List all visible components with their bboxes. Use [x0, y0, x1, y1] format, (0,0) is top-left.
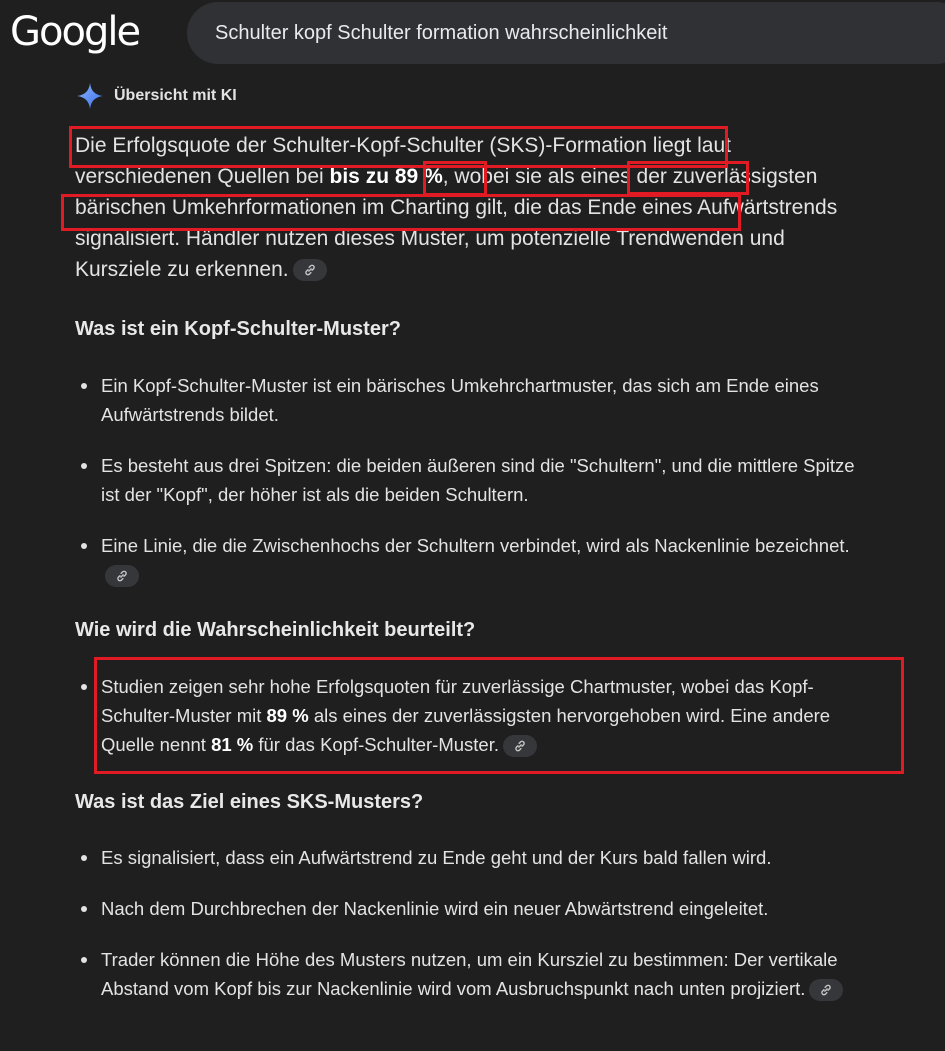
list-item: Nach dem Durchbrechen der Nackenlinie wird ein neuer Abwärtstrend eingeleitet. — [75, 894, 875, 923]
intro-paragraph: Die Erfolgsquote der Schulter-Kopf-Schulter (SKS)-Formation liegt laut verschiedenen Quellen bei bis zu 89 %, wobei sie als eines der zuverlässigsten bärischen Umkehrformationen im Charting gilt, die das Ende eines Aufwärtstrends signalisiert. Händler nutzen dieses Muster, um potenzielle Trendwenden und Kursziele zu erkennen. — [75, 134, 838, 281]
google-logo[interactable]: Google — [10, 9, 140, 55]
list-what-is — [75, 371, 875, 589]
list-item: Studien zeigen sehr hohe Erfolgsquoten für zuverlässige Chartmuster, wobei das Kopf-Schulter-Muster mit 89 % als eines der zuverlässigsten hervorgehoben wird. Eine andere Quelle nennt 81 % für das Kopf-Schulter-Muster. — [75, 672, 875, 759]
list-item: Es signalisiert, dass ein Aufwärtstrend zu Ende geht und der Kurs bald fallen wird. — [75, 843, 875, 872]
section-heading-what-is: Was ist ein Kopf-Schulter-Muster? — [75, 318, 401, 340]
sparkle-icon — [76, 82, 104, 110]
list-item: Trader können die Höhe des Musters nutzen, um ein Kursziel zu bestimmen: Der vertikale Abstand vom Kopf bis zur Nackenlinie wird vom Ausbruchspunkt nach unten projiziert. — [75, 945, 875, 1003]
list-goal — [75, 843, 875, 1003]
list-item: Es besteht aus drei Spitzen: die beiden äußeren sind die "Schultern", und die mittlere Spitze ist der "Kopf", der höher ist als die beiden Schultern. — [75, 451, 875, 509]
ai-overview-header — [76, 82, 237, 110]
source-link-chip[interactable] — [105, 565, 139, 587]
search-input[interactable] — [187, 2, 945, 64]
link-icon — [303, 263, 317, 277]
section-heading-probability: Wie wird die Wahrscheinlichkeit beurteilt? — [75, 619, 476, 641]
search-query[interactable]: Schulter kopf Schulter formation wahrscheinlichkeit — [215, 21, 668, 44]
link-icon — [819, 983, 833, 997]
section-heading-goal: Was ist das Ziel eines SKS-Musters? — [75, 791, 424, 813]
source-link-chip[interactable] — [809, 979, 843, 1001]
source-link-chip[interactable] — [503, 735, 537, 757]
link-icon — [513, 739, 527, 753]
list-item: Ein Kopf-Schulter-Muster ist ein bärisches Umkehrchartmuster, das sich am Ende eines Aufwärtstrends bildet. — [75, 371, 875, 429]
ai-overview-title: Übersicht mit KI — [114, 87, 237, 104]
source-link-chip[interactable] — [293, 259, 327, 281]
link-icon — [115, 569, 129, 583]
list-probability — [75, 672, 875, 759]
list-item: Eine Linie, die die Zwischenhochs der Schultern verbindet, wird als Nackenlinie bezeichnet. — [75, 531, 875, 589]
